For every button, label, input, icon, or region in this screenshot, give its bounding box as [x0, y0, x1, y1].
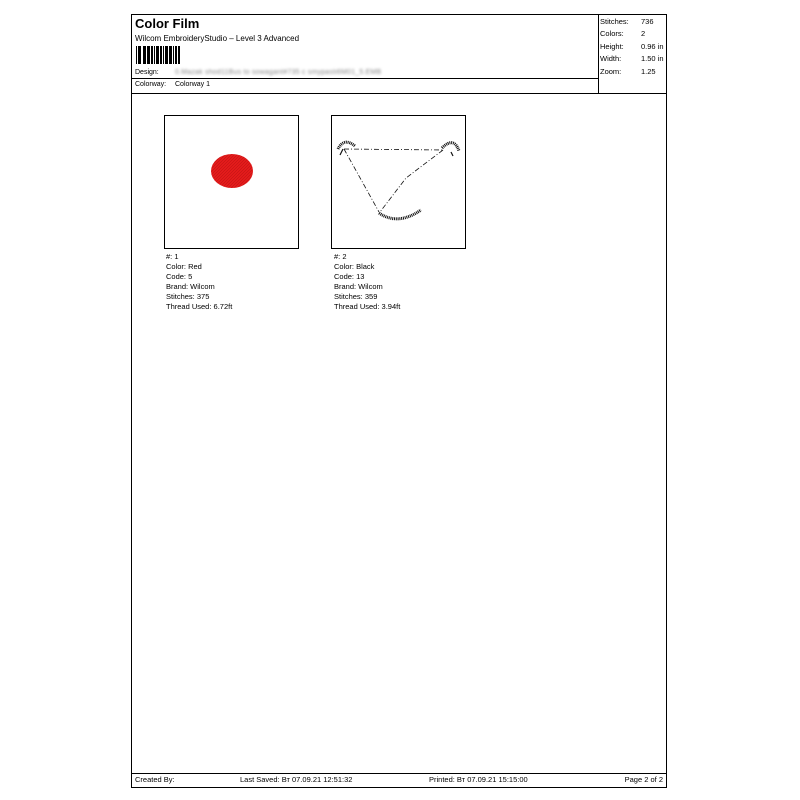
color-1-preview	[164, 115, 299, 249]
stat-row	[600, 28, 666, 40]
color-2-info	[334, 252, 400, 312]
color-index: #: 2	[334, 252, 347, 261]
red-stitch-fill	[211, 154, 253, 188]
design-filename: 0.Mazak shod11Bus to sowagant#735 c smypasti6M01_5.EMB	[175, 69, 382, 76]
stat-value: 1.25	[641, 66, 656, 76]
stat-row	[600, 41, 666, 53]
color-2-preview	[331, 115, 466, 249]
header-divider	[132, 78, 598, 79]
color-name: Color: Red	[166, 262, 202, 271]
colorway-value: Colorway 1	[175, 81, 211, 88]
printed-date: Printed: Вт 07.09.21 15:15:00	[429, 775, 528, 784]
color-code: Code: 13	[334, 272, 365, 281]
stat-label: Zoom:	[600, 66, 622, 76]
color-brand: Brand: Wilcom	[334, 282, 383, 291]
header-info	[132, 15, 599, 93]
design-stats	[600, 16, 666, 78]
stat-label: Stitches:	[600, 17, 629, 26]
color-code: Code: 5	[166, 272, 193, 281]
colorway-label: Colorway:	[135, 81, 167, 88]
stat-row	[600, 16, 666, 28]
color-brand: Brand: Wilcom	[166, 282, 215, 291]
color-name: Color: Black	[334, 262, 375, 271]
software-name: Wilcom EmbroideryStudio – Level 3 Advanced	[135, 34, 300, 43]
design-label: Design:	[135, 69, 159, 76]
stat-label: Colors:	[600, 29, 624, 39]
design-row	[135, 69, 381, 76]
color-thread: Thread Used: 3.94ft	[334, 302, 401, 311]
header	[132, 15, 666, 94]
colorway-row	[135, 81, 210, 88]
stat-value: 1.50 in	[641, 54, 664, 64]
stat-value: 736	[641, 17, 654, 26]
last-saved: Last Saved: Вт 07.09.21 12:51:32	[240, 775, 353, 784]
color-stitches: Stitches: 359	[334, 292, 378, 301]
barcode-icon	[136, 46, 180, 64]
color-1-info	[166, 252, 232, 312]
stat-label: Width:	[600, 54, 622, 64]
stat-row	[600, 53, 666, 65]
page-title: Color Film	[135, 16, 200, 31]
stat-value: 2	[641, 29, 646, 39]
color-thread: Thread Used: 6.72ft	[166, 302, 233, 311]
footer	[132, 773, 666, 787]
stat-row	[600, 66, 666, 78]
created-by: Created By:	[135, 775, 175, 784]
smile-outline-icon	[332, 116, 465, 248]
red-dot-icon	[165, 116, 298, 248]
stat-value: 0.96 in	[641, 41, 664, 51]
page-number: Page 2 of 2	[624, 775, 663, 784]
stat-label: Height:	[600, 41, 624, 51]
color-film-page	[131, 14, 667, 788]
color-index: #: 1	[166, 252, 179, 261]
color-stitches: Stitches: 375	[166, 292, 210, 301]
